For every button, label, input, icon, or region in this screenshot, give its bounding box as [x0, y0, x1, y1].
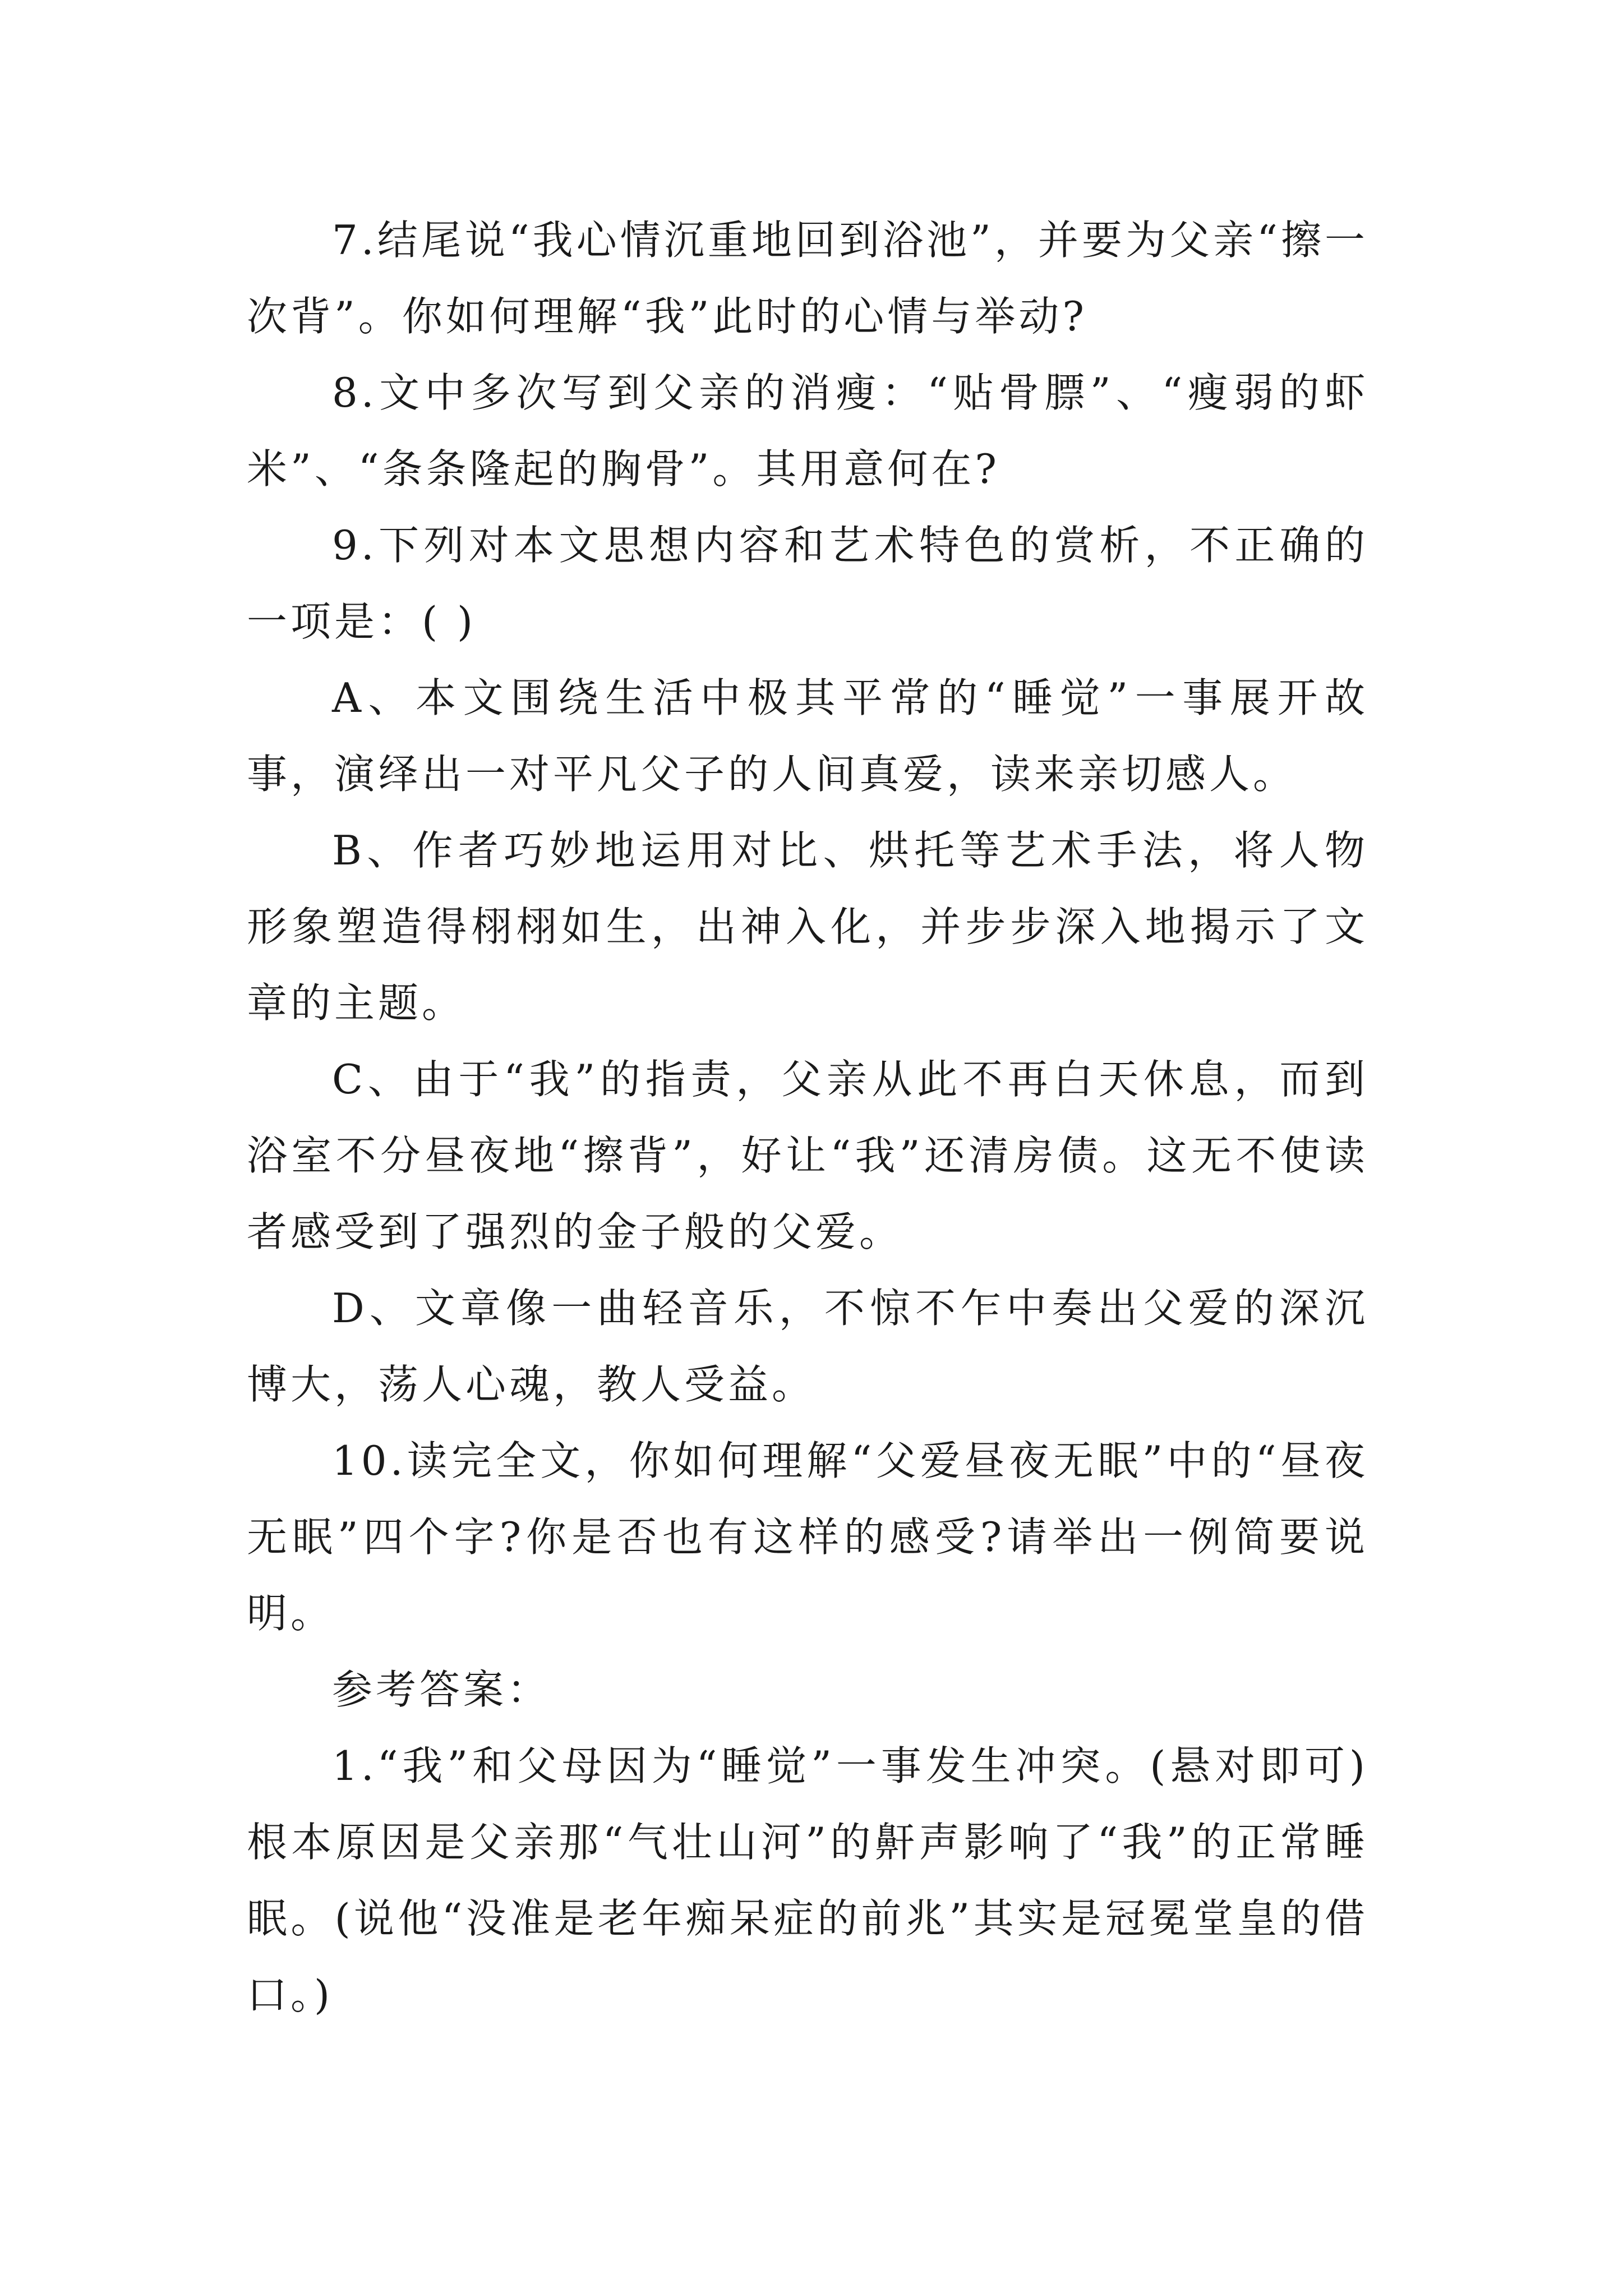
- answer-1: 1.“我”和父母因为“睡觉”一事发生冲突。(悬对即可) 根本原因是父亲那“气壮山河”的鼾声影响了“我”的正常睡眠。(说他“没准是老年痴呆症的前兆”其实是冠冕堂皇的借口。): [247, 1742, 1368, 2018]
- option-a: A、本文围绕生活中极其平常的“睡觉”一事展开故事，演绎出一对平凡父子的人间真爱，读来亲切感人。: [247, 674, 1368, 798]
- question-9: 9.下列对本文思想内容和艺术特色的赏析，不正确的一项是：( ): [247, 522, 1368, 645]
- option-c: C、由于“我”的指责，父亲从此不再白天休息，而到浴室不分昼夜地“擦背”，好让“我”还清房债。这无不使读者感受到了强烈的金子般的父爱。: [247, 1056, 1368, 1255]
- question-10: 10.读完全文，你如何理解“父爱昼夜无眠”中的“昼夜无眠”四个字?你是否也有这样的感受?请举出一例简要说明。: [247, 1437, 1368, 1637]
- option-d: D、文章像一曲轻音乐，不惊不乍中奏出父爱的深沉博大，荡人心魂，教人受益。: [247, 1285, 1368, 1408]
- question-8: 8.文中多次写到父亲的消瘦：“贴骨膘”、“瘦弱的虾米”、“条条隆起的胸骨”。其用意何在?: [247, 369, 1368, 493]
- answers-heading: 参考答案：: [332, 1666, 551, 1713]
- option-b: B、作者巧妙地运用对比、烘托等艺术手法，将人物形象塑造得栩栩如生，出神入化，并步步深入地揭示了文章的主题。: [247, 827, 1368, 1027]
- document-body: [247, 202, 1368, 2033]
- question-7: 7.结尾说“我心情沉重地回到浴池”，并要为父亲“擦一次背”。你如何理解“我”此时的心情与举动?: [247, 217, 1368, 340]
